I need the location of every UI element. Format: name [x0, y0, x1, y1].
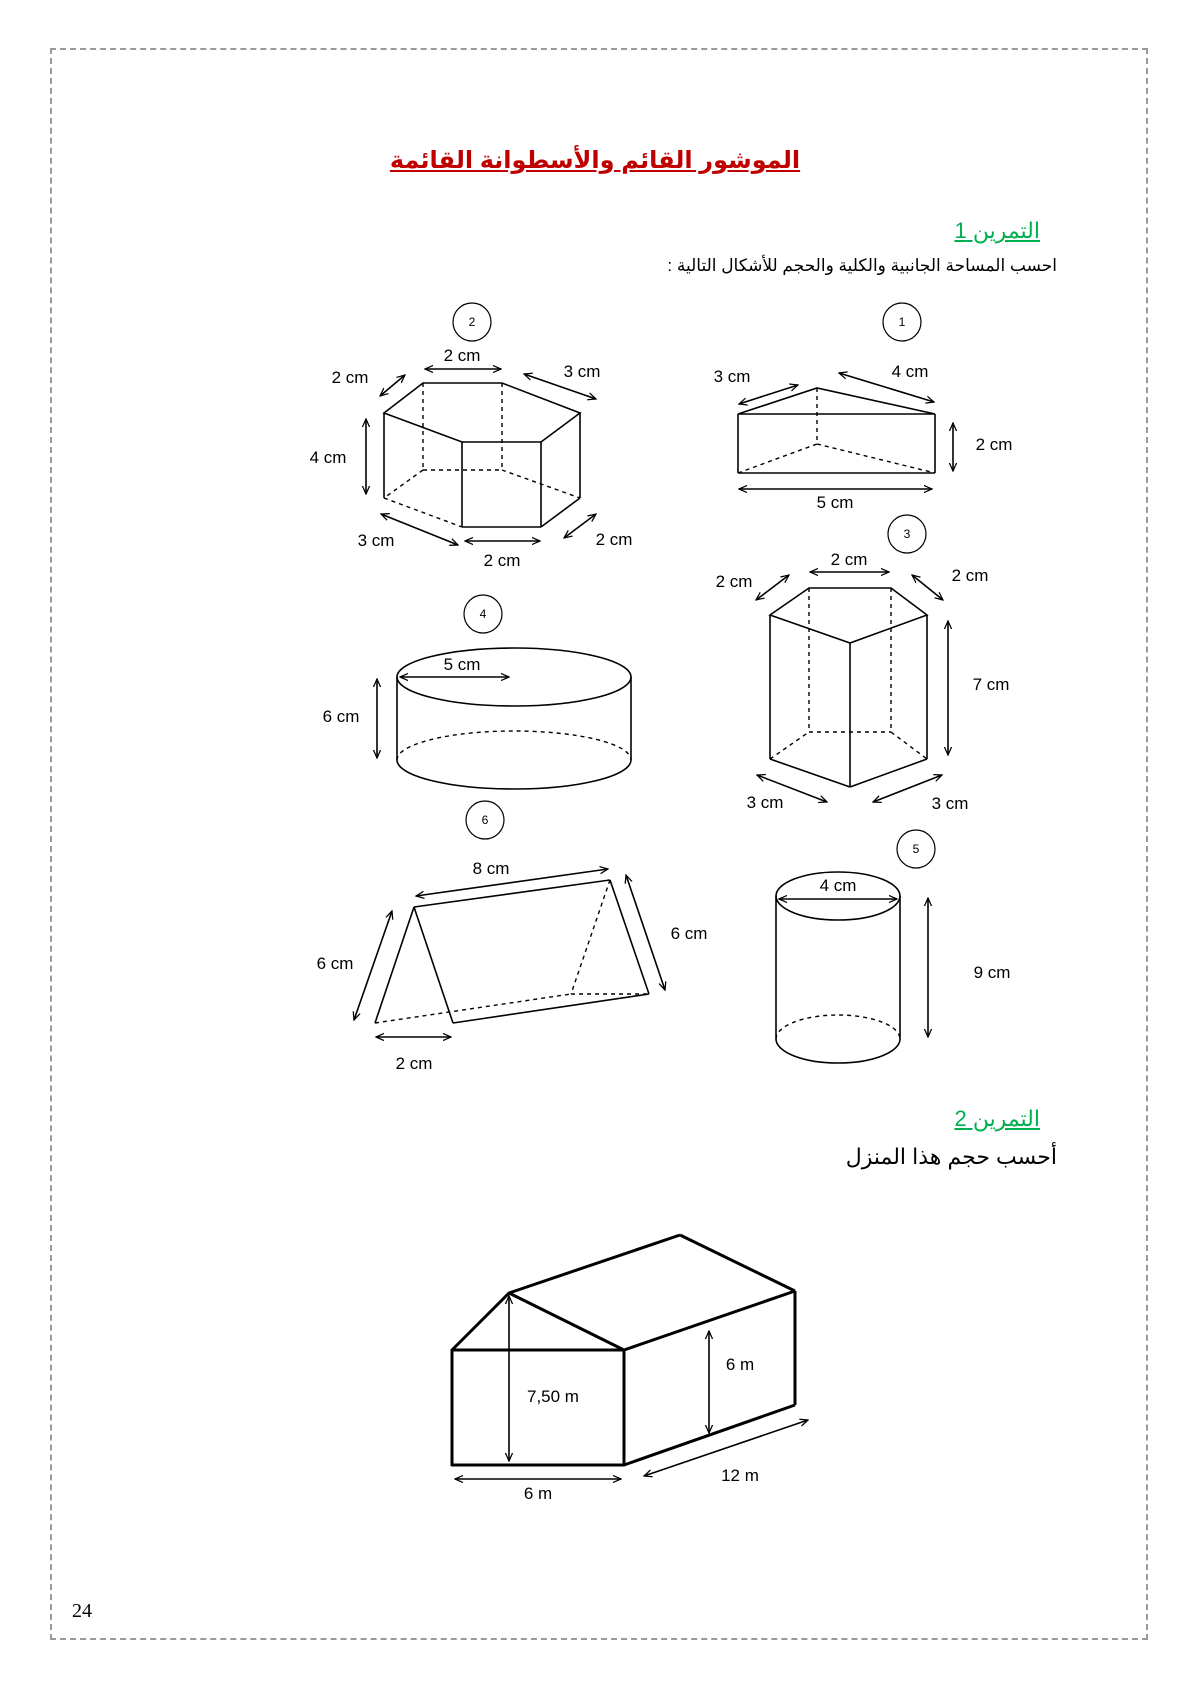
shape-6-label-length: 8 cm — [472, 859, 510, 878]
shape-2-label-top-left: 2 cm — [331, 368, 369, 387]
page-title: الموشور القائم والأسطوانة القائمة — [389, 147, 801, 174]
shape-2-label-bottom-left: 3 cm — [357, 531, 395, 550]
house-label-width: 6 m — [523, 1484, 553, 1503]
shape-3-label-top-left: 2 cm — [715, 572, 753, 591]
shape-1-label-slant-right: 4 cm — [891, 362, 929, 381]
house-label-length: 12 m — [721, 1466, 759, 1485]
shape-3-number: 3 — [903, 527, 911, 541]
shape-1-label-base: 5 cm — [816, 493, 854, 512]
shape-3-label-bottom-right: 3 cm — [931, 794, 969, 813]
shape-2-label-top-right: 3 cm — [563, 362, 601, 381]
exercise-1-heading: التمرين 1 — [954, 218, 1040, 243]
shape-1-label-slant-left: 3 cm — [713, 367, 751, 386]
shape-5-cylinder — [776, 830, 1010, 1063]
shape-5-label-height: 9 cm — [973, 963, 1011, 982]
shape-4-cylinder — [323, 595, 631, 789]
house-label-total-height: 7,50 m — [527, 1387, 579, 1406]
shape-5-number: 5 — [912, 842, 920, 856]
shape-2-label-height: 4 cm — [309, 448, 347, 467]
shape-2-number: 2 — [468, 315, 476, 329]
shape-3-label-height: 7 cm — [972, 675, 1010, 694]
shape-1-label-height: 2 cm — [975, 435, 1013, 454]
page-number: 24 — [72, 1600, 92, 1622]
exercise-1-instruction: احسب المساحة الجانبية والكلية والحجم للأشكال التالية : — [667, 256, 1057, 275]
house-label-wall-height: 6 m — [725, 1355, 755, 1374]
shape-2-label-top: 2 cm — [443, 346, 481, 365]
shape-3-label-bottom-left: 3 cm — [746, 793, 784, 812]
shape-3-label-top-right: 2 cm — [951, 566, 989, 585]
shape-6-label-left-side: 6 cm — [316, 954, 354, 973]
shape-3-pentagonal-prism — [716, 515, 1010, 813]
shape-6-number: 6 — [481, 813, 489, 827]
shape-6-label-base: 2 cm — [395, 1054, 433, 1073]
shape-2-label-bottom-right: 2 cm — [595, 530, 633, 549]
exercise-2-instruction: أحسب حجم هذا المنزل — [845, 1144, 1057, 1169]
house-figure — [452, 1235, 808, 1503]
shape-2-hexagonal-prism — [310, 303, 633, 570]
shape-4-number: 4 — [479, 607, 487, 621]
shape-1-triangular-prism — [714, 303, 1013, 512]
shape-1-number: 1 — [898, 315, 906, 329]
shape-6-label-right-side: 6 cm — [670, 924, 708, 943]
exercise-2-heading: التمرين 2 — [954, 1106, 1040, 1131]
shape-4-label-radius: 5 cm — [443, 655, 481, 674]
shape-2-label-bottom: 2 cm — [483, 551, 521, 570]
shape-4-label-height: 6 cm — [322, 707, 360, 726]
shape-5-label-diameter: 4 cm — [819, 876, 857, 895]
shape-3-label-top: 2 cm — [830, 550, 868, 569]
shape-6-triangular-prism — [317, 801, 708, 1073]
